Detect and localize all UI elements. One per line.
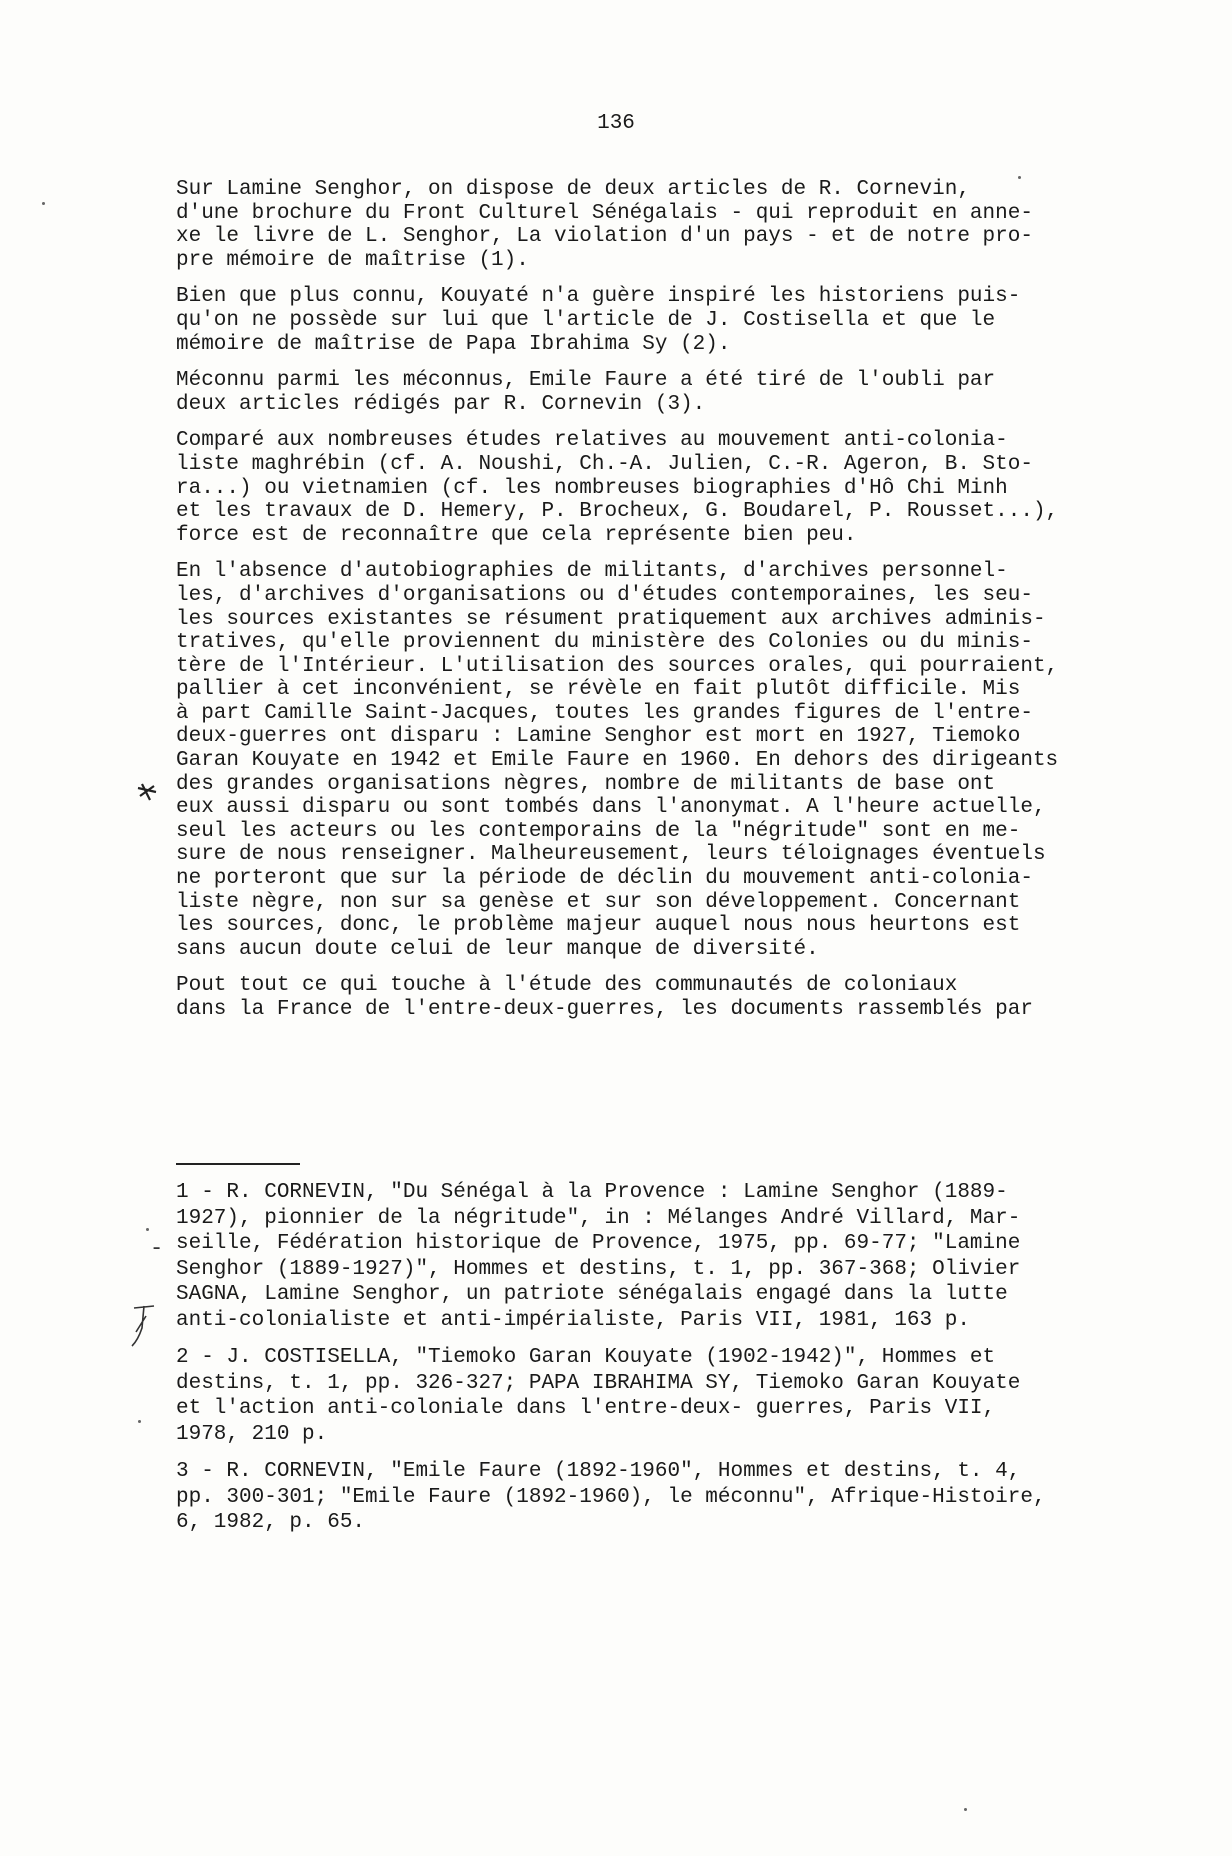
paragraph-comparison: Comparé aux nombreuses études relatives au mouvement anti-colonia- liste maghrébin (cf. A. Noushi, Ch.-A. Julien, C.-R. Ageron, B. Sto- ra...) ou vietnamien (cf. les nombreuses biographies d'Hô Chi Minh et les travaux de D. Hemery, P. Brocheux, G. Boudarel, P. Rousset...), force est de reconnaître que cela représente bien peu. xyxy=(176,429,1059,547)
footnote-1: 1 - R. CORNEVIN, "Du Sénégal à la Provence : Lamine Senghor (1889- 1927), pionnier de la négritude", in : Mélanges André Villard, Mar- seille, Fédération historique de Provence, 1975, pp. 69-77; "Lamine Senghor (1889-1927)", Hommes et destins, t. 1, pp. 367-368; Olivier SAGNA, Lamine Senghor, un patriote sénégalais engagé dans la lutte anti-colonialiste et anti-impérialiste, Paris VII, 1981, 163 p. xyxy=(176,1181,1021,1332)
footnotes xyxy=(176,1180,1104,1548)
footnote-3: 3 - R. CORNEVIN, "Emile Faure (1892-1960", Hommes et destins, t. 4, pp. 300-301; "Emile Faure (1892-1960), le méconnu", Afrique-Histoire, 6, 1982, p. 65. xyxy=(176,1460,1046,1534)
speck xyxy=(1018,176,1021,179)
margin-dash-mark: - xyxy=(150,1236,164,1261)
speck xyxy=(146,1228,149,1231)
speck xyxy=(42,202,45,205)
margin-star-mark xyxy=(136,782,158,804)
main-text xyxy=(176,178,1104,1035)
footnote-2: 2 - J. COSTISELLA, "Tiemoko Garan Kouyate (1902-1942)", Hommes et destins, t. 1, pp. 326-327; PAPA IBRAHIMA SY, Tiemoko Garan Kouyate et l'action anti-coloniale dans l'entre-deux- guerres, Paris VII, 1978, 210 p. xyxy=(176,1346,1021,1446)
paragraph-lamine-senghor: Sur Lamine Senghor, on dispose de deux articles de R. Cornevin, d'une brochure du Front Culturel Sénégalais - qui reproduit en anne- xe le livre de L. Senghor, La violation d'un pays - et de notre pro- pre mémoire de maîtrise (1). xyxy=(176,178,1033,272)
paragraph-kouyate: Bien que plus connu, Kouyaté n'a guère inspiré les historiens puis- qu'on ne possède sur lui que l'article de J. Costisella et que le mémoire de maîtrise de Papa Ibrahima Sy (2). xyxy=(176,285,1021,356)
footnote-separator xyxy=(176,1163,300,1165)
page-number: 136 xyxy=(597,112,635,135)
paragraph-sources: En l'absence d'autobiographies de militants, d'archives personnel- les, d'archives d'organisations ou d'études contemporaines, les seu- les sources existantes se résument pratiquement aux archives adminis- tratives, qu'elle proviennent du ministère des Colonies ou du minis- tère de l'Intérieur. L'utilisation des sources orales, qui pourraient, pallier à cet inconvénient, se révèle en fait plutôt difficile. Mis à part Camille Saint-Jacques, toutes les grandes figures de l'entre- deux-guerres ont disparu : Lamine Senghor est mort en 1927, Tiemoko Garan Kouyate en 1942 et Emile Faure en 1960. En dehors des dirigeants des grandes organisations nègres, nombre de militants de base ont eux aussi disparu ou sont tombés dans l'anonymat. A l'heure actuelle, seul les acteurs ou les contemporains de la "négritude" sont en me- sure de nous renseigner. Malheureusement, leurs téloignages éventuels ne porteront que sur la période de déclin du mouvement anti-colonia- liste nègre, non sur sa genèse et sur son développement. Concernant les sources, donc, le problème majeur auquel nous nous heurtons est sans aucun doute celui de leur manque de diversité. xyxy=(176,560,1059,961)
speck xyxy=(138,1420,141,1423)
paragraph-communities: Pout tout ce qui touche à l'étude des communautés de coloniaux dans la France de l'entre-deux-guerres, les documents rassemblés par xyxy=(176,974,1033,1021)
paragraph-emile-faure: Méconnu parmi les méconnus, Emile Faure a été tiré de l'oubli par deux articles rédigés par R. Cornevin (3). xyxy=(176,369,996,416)
margin-handwritten-mark xyxy=(128,1302,158,1352)
speck xyxy=(964,1808,967,1811)
